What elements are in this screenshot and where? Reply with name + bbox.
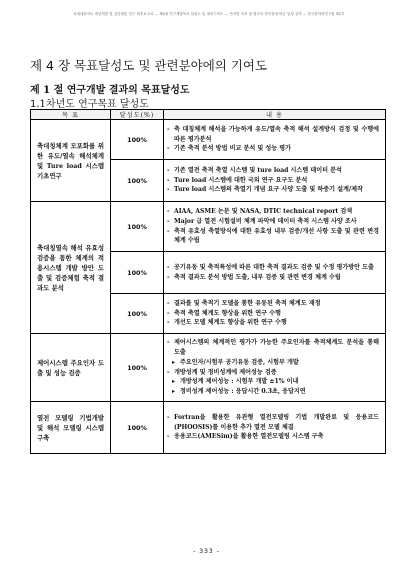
- header-objective: 목 표: [31, 110, 111, 120]
- content-item: [167, 263, 379, 273]
- dash-bullet: -: [167, 319, 170, 327]
- content-item-text: 공기유동 및 축적특성에 따른 대한 축적 결과도 검증 및 수정 평가방안 도출: [174, 263, 374, 271]
- content-item-text: 제어시스템의 체계적인 평가가 가능한 주요인자를 축적체계도 분석을 통해 도출: [174, 339, 379, 356]
- content-item-text: 축적 축열 체계도 향상을 위한 연구 수행: [174, 309, 281, 317]
- content-cell: [164, 252, 386, 294]
- section-title: 제 1 절 연구개발 결과의 목표달성도: [30, 85, 190, 96]
- achievement-cell: 100%: [111, 402, 164, 454]
- content-item: [167, 299, 379, 309]
- triangle-bullet-icon: ▸: [172, 378, 176, 386]
- dash-bullet: -: [167, 186, 170, 194]
- dash-bullet: -: [167, 273, 170, 281]
- content-cell: [164, 402, 386, 454]
- content-item-text: 기존 열전 축적 축열 시스템 및 ture load 시스템 데이터 분석: [174, 166, 342, 174]
- content-item-text: 응용코드(AMESim)을 활용한 열전모델링 시스템 구축: [174, 433, 324, 441]
- content-item-text: 기존 축적 분석 방법 비교 분석 및 성능 평가: [174, 145, 292, 153]
- content-sub-item: [167, 358, 379, 368]
- content-item: [167, 309, 379, 319]
- page-number: - 333 -: [193, 548, 220, 555]
- dash-bullet: -: [167, 125, 170, 133]
- content-item-text: 결과를 및 축적기 모델을 통한 유동된 축적 체계도 재정: [174, 299, 321, 307]
- table-row: [31, 120, 386, 160]
- dash-bullet: -: [167, 309, 170, 317]
- achievement-cell: 100%: [111, 202, 164, 252]
- objective-cell: 제어시스템 주요인자 도출 및 성능 검증: [31, 334, 111, 402]
- subsection-number: 1.: [30, 99, 40, 110]
- content-item-text: 개선도 모델 체계도 향상을 위한 연구 수행: [174, 319, 287, 327]
- dash-bullet: -: [167, 217, 170, 225]
- dash-bullet: -: [167, 299, 170, 307]
- table-row: [31, 402, 386, 454]
- content-cell: [164, 202, 386, 252]
- content-item-text: 축적 결과도 분석 방법 도출, 내부 검증 및 관련 변경 체계 수립: [174, 273, 341, 281]
- dash-bullet: -: [167, 433, 170, 441]
- dash-bullet: -: [167, 207, 170, 215]
- content-item: [167, 176, 379, 186]
- subsection-label: 1차년도 연구목표 달성도: [39, 99, 149, 110]
- dash-bullet: -: [167, 413, 170, 421]
- content-item-text: 축 대칭체계 해석을 가능하게 유도/열속 축적 해석 설계방식 검정 및 수행에 따른 평가분석: [174, 125, 379, 143]
- table-row: [31, 202, 386, 252]
- content-item: [167, 166, 379, 176]
- triangle-bullet-icon: ▸: [172, 388, 176, 396]
- content-cell: [164, 334, 386, 402]
- content-item-text: 축적 유효성 축열방식에 대한 유효성 내부 검증/개선 사항 도출 및 관련 변경 체계 수립: [174, 227, 379, 245]
- objective-cell: 축대칭열속 해석 유효성 검증을 통한 체계의 적용시스템 개발 방안 도출 및 검증체험 축적 결과도 분석: [31, 202, 111, 334]
- dash-bullet: -: [167, 176, 170, 184]
- content-item-text: Major 급 열전 시험설비 체계 파악에 데이터 축적 시스템 사양 조사: [174, 217, 357, 225]
- dash-bullet: -: [167, 145, 170, 153]
- content-item: [167, 368, 379, 378]
- table-row: [31, 334, 386, 402]
- header-content: 내 용: [164, 110, 386, 120]
- content-item-text: 개방성계 및 정비성계에 제어성능 검증: [174, 368, 277, 376]
- content-item-text: Fortran을 활용한 유관형 열전모델링 기법 개발완료 및 응용코드(PHOOSIS)를 이용한 추가 열전 모델 체결: [174, 413, 379, 431]
- content-sub-item: [167, 387, 379, 397]
- content-item: [167, 207, 379, 217]
- header-achievement: 달성도(%): [111, 110, 164, 120]
- content-item: [167, 273, 379, 283]
- dash-bullet: -: [167, 227, 170, 235]
- content-item-text: 주요인자/시험부 공기유동 검증, 시험부 개발: [180, 358, 299, 366]
- content-cell: [164, 294, 386, 334]
- dash-bullet: -: [167, 339, 170, 347]
- achievement-cell: 100%: [111, 160, 164, 202]
- chapter-title: 제 4 장 목표달성도 및 관련분야에의 기여도: [30, 58, 268, 73]
- dash-bullet: -: [167, 263, 170, 271]
- dash-bullet: -: [167, 166, 170, 174]
- achievement-cell: 100%: [111, 120, 164, 160]
- running-header: 차세대원자로 개념개발 및 검증계통 연구 최종보고서 — 제4장 연구개발목표 달성도 및 대외기여도 — 연차별 목표 및 평가의 착안점에 따른 달성 실적 — 한국원자력연구원 제2부: [73, 12, 345, 16]
- content-cell: [164, 120, 386, 160]
- content-item: [167, 185, 379, 195]
- content-cell: [164, 160, 386, 202]
- content-sub-item: [167, 377, 379, 387]
- content-item: [167, 432, 379, 442]
- achievement-cell: 100%: [111, 252, 164, 294]
- achievement-cell: 100%: [111, 294, 164, 334]
- content-item-text: AIAA, ASME 논문 및 NASA, DTIC technical report 검색: [174, 207, 353, 215]
- content-item: [167, 318, 379, 328]
- content-item-text: Ture load 시스템의 축열기 개념 요구 사양 도출 및 하중기 설계/제작: [174, 186, 363, 194]
- objective-cell: 열전 모델링 기법개발 및 해석 모델링 시스템 구축: [31, 402, 111, 454]
- content-item-text: Ture load 시스템에 대한 국외 연구 요구도 분석: [174, 176, 308, 184]
- table-body: [31, 120, 386, 454]
- subsection-title: [30, 95, 149, 110]
- goals-table: [30, 109, 386, 454]
- content-item: [167, 338, 379, 358]
- triangle-bullet-icon: ▸: [172, 358, 176, 366]
- dash-bullet: -: [167, 368, 170, 376]
- content-item: [167, 125, 379, 145]
- objective-cell: 축대칭체계 모포화를 위한 유도/열속 해석체계 및 Ture load 시스템 기초연구: [31, 120, 111, 202]
- content-item-text: 개방성계 제어성능 : 시험부 개발 ±1% 이내: [180, 378, 299, 386]
- content-item: [167, 217, 379, 227]
- content-item-text: 정비성계 제어성능 : 응답시간 0.3초, 응답지연: [180, 388, 306, 396]
- content-item: [167, 413, 379, 433]
- table-header-row: [31, 110, 386, 120]
- content-item: [167, 227, 379, 247]
- achievement-cell: 100%: [111, 334, 164, 402]
- content-item: [167, 144, 379, 154]
